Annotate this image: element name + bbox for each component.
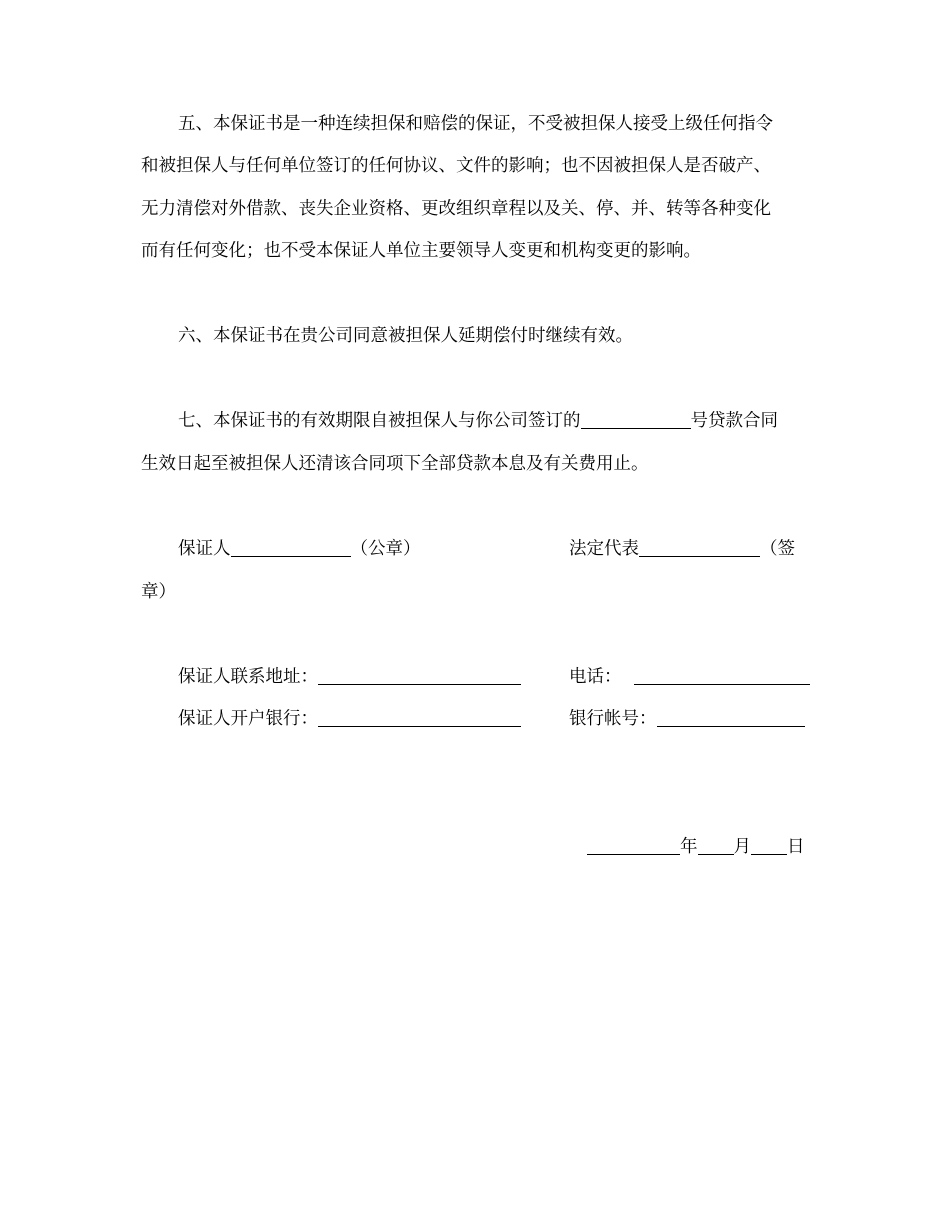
clause-5-line-4: 而有任何变化；也不受本保证人单位主要领导人变更和机构变更的影响。	[141, 241, 701, 261]
account-field	[569, 707, 805, 731]
month-label: 月	[733, 837, 751, 857]
guarantor-label: 保证人	[178, 539, 231, 559]
legal-rep-field	[569, 537, 795, 561]
contract-number-blank	[581, 410, 691, 429]
legal-rep-label: 法定代表	[569, 539, 639, 559]
clause-5-line-1: 五、本保证书是一种连续担保和赔偿的保证，不受被担保人接受上级任何指令	[178, 114, 773, 134]
clause-7-line-1	[178, 409, 818, 433]
clause-5-line-3: 无力清偿对外借款、丧失企业资格、更改组织章程以及关、停、并、转等各种变化	[141, 199, 771, 219]
year-label: 年	[680, 837, 698, 857]
address-label: 保证人联系地址：	[178, 667, 318, 687]
clause-7-text-before: 七、本保证书的有效期限自被担保人与你公司签订的	[178, 411, 581, 431]
month-blank	[698, 836, 734, 855]
phone-label: 电话：	[569, 667, 622, 687]
address-field	[178, 665, 521, 689]
account-blank	[657, 708, 805, 727]
legal-rep-suffix-start: （签	[760, 539, 795, 559]
clause-5-line-2: 和被担保人与任何单位签订的任何协议、文件的影响；也不因被担保人是否破产、	[141, 156, 771, 176]
clause-7-text-after: 号贷款合同	[690, 411, 778, 431]
clause-7-line-2: 生效日起至被担保人还清该合同项下全部贷款本息及有关费用止。	[141, 454, 649, 474]
account-label: 银行帐号：	[569, 709, 657, 729]
legal-rep-suffix-end: 章）	[141, 582, 176, 602]
bank-label: 保证人开户银行：	[178, 709, 318, 729]
bank-blank	[318, 708, 521, 727]
legal-rep-blank	[639, 538, 760, 557]
bank-field	[178, 707, 521, 731]
day-blank	[751, 836, 787, 855]
phone-field	[569, 665, 810, 689]
phone-blank	[634, 666, 810, 685]
clause-6-line-1: 六、本保证书在贵公司同意被担保人延期偿付时继续有效。	[178, 326, 633, 346]
guarantor-seal-suffix: （公章）	[350, 539, 421, 559]
date-field	[587, 835, 805, 859]
guarantor-blank	[231, 538, 351, 557]
guarantor-seal-field	[178, 537, 421, 561]
address-blank	[318, 666, 521, 685]
day-label: 日	[787, 837, 805, 857]
year-blank	[587, 836, 680, 855]
